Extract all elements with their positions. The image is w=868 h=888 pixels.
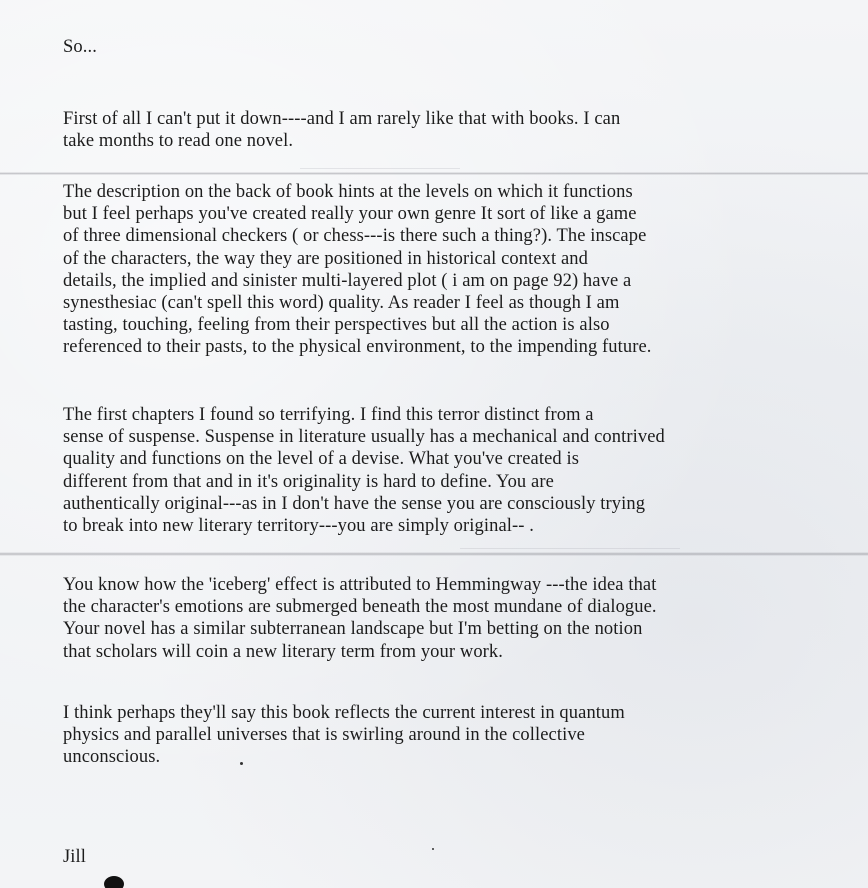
text-line: tasting, touching, feeling from their perspectives but all the action is also [63,315,610,336]
text-line: but I feel perhaps you've created really your own genre It sort of like a game [63,204,637,225]
paper-crease [300,168,460,169]
text-line: take months to read one novel. [63,131,294,152]
text-line: of the characters, the way they are positioned in historical context and [63,248,589,269]
paragraph-1 [63,108,803,152]
paper-fold-line [0,172,868,175]
text-line: of three dimensional checkers ( or chess---is there such a thing?). The inscape [63,226,647,247]
paragraph-2 [63,181,803,359]
text-line: different from that and in it's originality is hard to define. You are [63,471,554,492]
text-line: sense of suspense. Suspense in literature usually has a mechanical and contrived [63,427,665,448]
paper-fold-line [0,552,868,556]
text-line: First of all I can't put it down----and I am rarely like that with books. I can [63,109,621,129]
text-line: referenced to their pasts, to the physical environment, to the impending future. [63,337,652,358]
text-line: physics and parallel universes that is swirling around in the collective [63,725,585,746]
text-line: to break into new literary territory---you are simply original-- . [63,516,534,537]
paragraph-5 [63,702,803,769]
signature: Jill [63,847,87,867]
text-line: The description on the back of book hints at the levels on which it functions [63,182,633,202]
text-line: I think perhaps they'll say this book reflects the current interest in quantum [63,703,625,723]
paragraph-4 [63,574,803,663]
ink-smudge [104,876,124,888]
text-line: Your novel has a similar subterranean landscape but I'm betting on the notion [63,619,643,640]
paragraph-3 [63,404,803,537]
ink-speck [240,762,243,765]
text-line: that scholars will coin a new literary term from your work. [63,641,504,662]
text-line: the character's emotions are submerged beneath the most mundane of dialogue. [63,597,657,618]
greeting: So... [63,37,97,57]
text-line: authentically original---as in I don't have the sense you are consciously trying [63,493,646,514]
paper-crease [460,548,680,549]
text-line: The first chapters I found so terrifying. I find this terror distinct from a [63,405,594,425]
text-line: synesthesiac (can't spell this word) quality. As reader I feel as though I am [63,293,620,314]
text-line: quality and functions on the level of a devise. What you've created is [63,449,580,470]
text-line: details, the implied and sinister multi-layered plot ( i am on page 92) have a [63,270,632,291]
text-line: You know how the 'iceberg' effect is attributed to Hemmingway ---the idea that [63,575,657,595]
text-line: unconscious. [63,747,161,768]
ink-speck [432,848,434,850]
